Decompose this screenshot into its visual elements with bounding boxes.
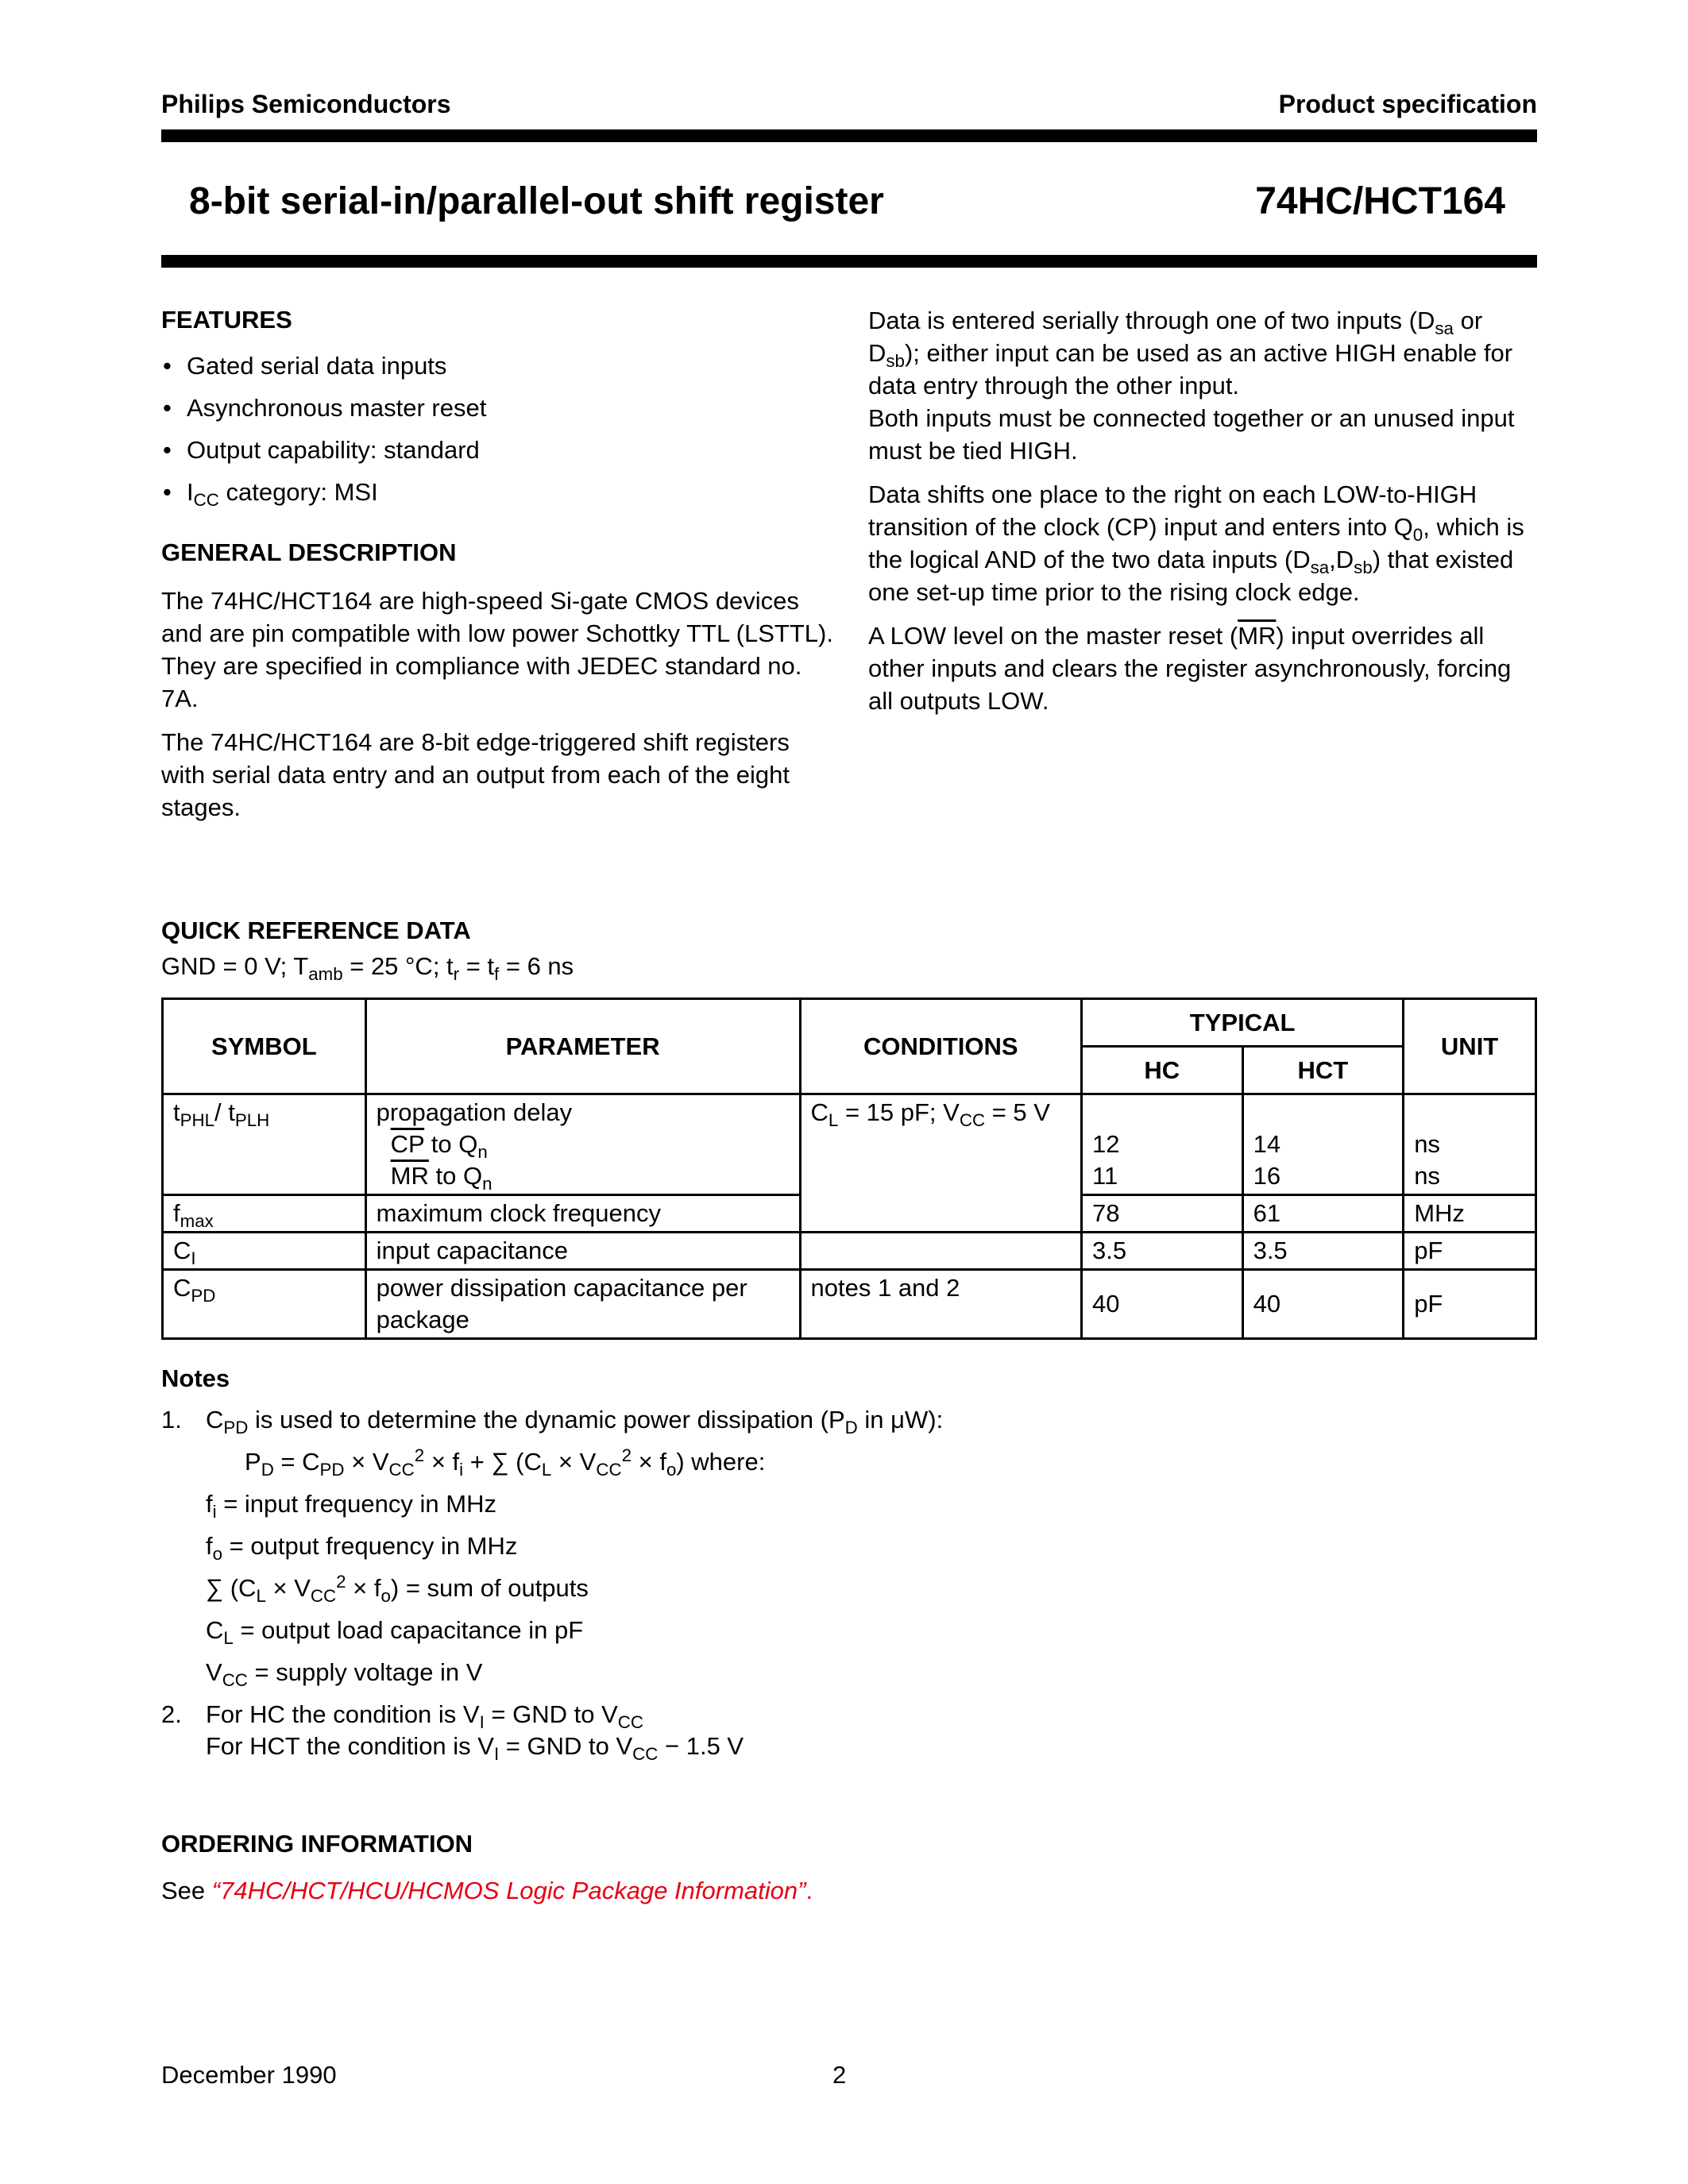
unit-cell: MHz [1404,1195,1536,1233]
parameter-cell: power dissipation capacitance per package [365,1270,800,1339]
symbol-cell: $t_{PHL}/$ $t_{PLH}$ [163,1094,366,1195]
def-cl: $C_L$ = output load capacitance in pF [206,1616,584,1649]
def-vcc: $V_{CC}$ = supply voltage in V [206,1658,483,1691]
header-symbol: SYMBOL [163,999,366,1094]
hc-cell: 3.5 [1082,1233,1243,1270]
symbol-cell: $C_{PD}$ [163,1270,366,1339]
list-item: • $I_{CC}$ category: MSI [163,478,378,511]
hct-cell: 61 [1242,1195,1404,1233]
hct-cell: 14 16 [1242,1094,1404,1195]
header-parameter: PARAMETER [365,999,800,1094]
company-name: Philips Semiconductors [161,90,451,118]
general-paragraph-2: The 74HC/HCT164 are 8-bit edge-triggered shift registers with serial data entry and an output from each of the eight stages. [161,728,790,821]
parameter-cell: maximum clock frequency [365,1195,800,1233]
table-row [163,1270,1536,1339]
general-description-heading: GENERAL DESCRIPTION [161,538,457,566]
parameter-cell: input capacitance [365,1233,800,1270]
header-hc: HC [1082,1047,1243,1094]
notes-section [161,1363,1537,1773]
hct-cell: 40 [1242,1270,1404,1339]
power-formula: $P_D = C_{PD} \times V_{CC}^2 \times f_i$ + ∑ $(C_L \times V_{CC}^2 \times f_o)$ where: [245,1445,766,1480]
table-row [163,1233,1536,1270]
symbol-cell: $f_{max}$ [163,1195,366,1233]
def-fi: $f_i$ = input frequency in MHz [206,1490,496,1522]
def-sum: ∑ $(C_L \times V_{CC}^2 \times f_o)$ = sum of outputs [206,1571,589,1607]
inputs-tied-paragraph: Both inputs must be connected together or an unused input must be tied HIGH. [868,404,1515,465]
hc-cell: 78 [1082,1195,1243,1233]
unit-cell: pF [1404,1270,1536,1339]
header-typical: TYPICAL [1082,999,1404,1047]
unit-cell: pF [1404,1233,1536,1270]
header-hct: HCT [1242,1047,1404,1094]
note-1: 1. $C_{PD}$ is used to determine the dynamic power dissipation ($P_D$ in μW): [161,1406,944,1438]
data-shift-paragraph: Data shifts one place to the right on each LOW-to-HIGH transition of the clock (CP) input and enters into $Q_0$, which is the logical AND of the two data inputs $(D_{sa},D_{sb})$ that existed one set-up time prior to the rising clock edge. [868,480,1524,606]
symbol-cell: $C_I$ [163,1233,366,1270]
ordering-heading: ORDERING INFORMATION [161,1830,473,1858]
hct-cell: 3.5 [1242,1233,1404,1270]
list-item: • Gated serial data inputs [163,352,447,380]
list-item: • Output capability: standard [163,436,480,464]
package-info-link[interactable]: “74HC/HCT/HCU/HCMOS Logic Package Information” [211,1877,806,1904]
quick-reference-conditions: GND = 0 V; $T_{amb} = 25$ °C; $t_r = t_f = 6$ ns [161,952,574,985]
page-number: 2 [832,2061,847,2089]
conditions-cell: $C_L = 15$ pF; $V_{CC} = 5$ V [800,1094,1082,1233]
header-unit: UNIT [1404,999,1536,1094]
title-rule [161,255,1537,268]
footer-date: December 1990 [161,2061,337,2089]
quick-reference-heading: QUICK REFERENCE DATA [161,916,471,944]
conditions-cell [800,1233,1082,1270]
general-paragraph-1: The 74HC/HCT164 are high-speed Si-gate CMOS devices and are pin compatible with low power Schottky TTL (LSTTL). They are specified in compliance with JEDEC standard no. 7A. [161,587,833,712]
header-conditions: CONDITIONS [800,999,1082,1094]
document-type: Product specification [1278,90,1537,118]
features-heading: FEATURES [161,306,292,334]
right-column [868,304,1537,728]
list-item: • Asynchronous master reset [163,394,487,422]
notes-heading: Notes [161,1364,230,1392]
hc-cell: 40 [1082,1270,1243,1339]
features-list [161,350,836,511]
ordering-text: See “74HC/HCT/HCU/HCMOS Logic Package Information”. [161,1877,813,1904]
page-title: 8-bit serial-in/parallel-out shift register [189,180,884,222]
note-2-line-2: For HCT the condition is $V_I$ = GND to $V_{CC} - 1.5$ V [206,1732,744,1765]
parameter-cell: propagation delay $\overline{CP}$ to $Q_n$ $\overline{MR}$ to $Q_n$ [365,1094,800,1195]
part-number: 74HC/HCT164 [1255,180,1505,222]
master-reset-paragraph: A LOW level on the master reset $(\overline{MR})$ input overrides all other inputs and clears the register asynchronously, forcing all outputs LOW. [868,622,1512,715]
def-fo: $f_o$ = output frequency in MHz [206,1532,518,1565]
left-column [161,304,836,835]
unit-cell: ns ns [1404,1094,1536,1195]
quick-reference-table [161,997,1537,1340]
table-row [163,1094,1536,1195]
header-rule [161,129,1537,142]
hc-cell: 12 11 [1082,1094,1243,1195]
conditions-cell: notes 1 and 2 [800,1270,1082,1339]
data-entry-paragraph: Data is entered serially through one of two inputs ($D_{sa}$ or $D_{sb}$); either input can be used as an active HIGH enable for data entry through the other input. [868,307,1513,399]
note-2: 2. For HC the condition is $V_I$ = GND to $V_{CC}$ [161,1700,644,1733]
